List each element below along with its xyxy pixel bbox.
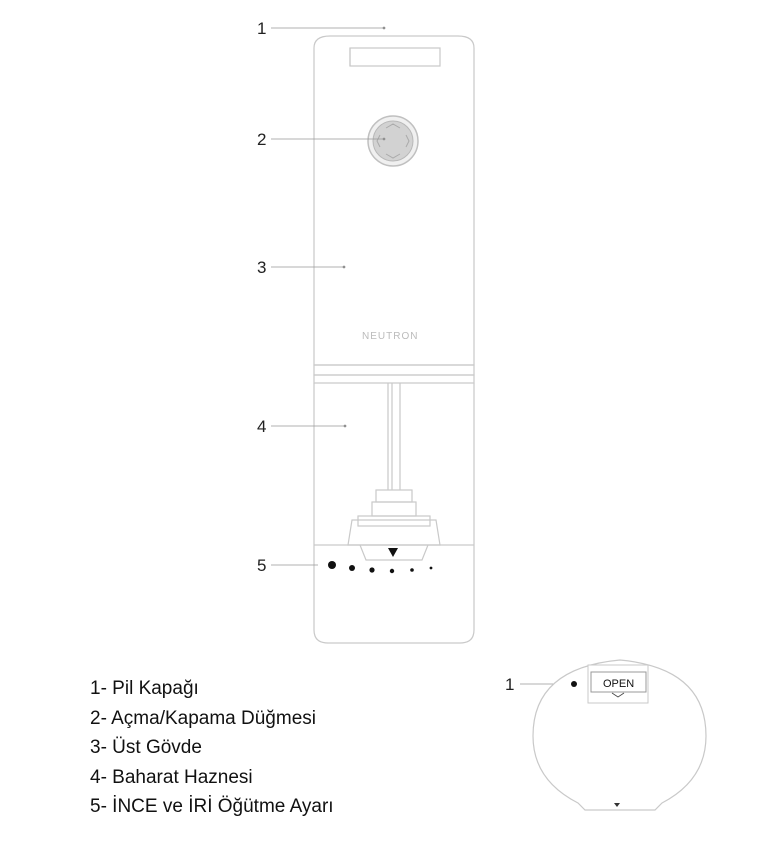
brand-label: NEUTRON [362, 331, 419, 342]
grind-dot [369, 567, 374, 572]
spice-chamber [314, 383, 474, 643]
bottom-dot [571, 681, 577, 687]
power-button [368, 116, 418, 166]
grind-setting-dots [328, 561, 432, 573]
open-label: OPEN [603, 678, 635, 690]
callout-lines [271, 27, 572, 684]
legend-item-grind-setting: 5- İNCE ve İRİ Öğütme Ayarı [90, 796, 334, 817]
legend-item-battery-cover: 1- Pil Kapağı [90, 678, 199, 699]
callout-number-3: 3 [257, 258, 267, 277]
grind-dot [328, 561, 336, 569]
grind-dot [410, 568, 414, 572]
callout-number-bottom: 1 [505, 675, 515, 694]
indicator-arrow [388, 548, 398, 557]
collar-ring [314, 365, 474, 375]
parts-legend [90, 674, 334, 822]
battery-cover [350, 48, 440, 66]
upper-body [314, 36, 474, 365]
grind-dot [349, 565, 355, 571]
callout-number-5: 5 [257, 556, 267, 575]
callout-number-1: 1 [257, 19, 267, 38]
callout-number-4: 4 [257, 417, 267, 436]
legend-item-power-button: 2- Açma/Kapama Düğmesi [90, 707, 316, 729]
callout-number-2: 2 [257, 130, 267, 149]
grind-dot [430, 567, 433, 570]
grind-dot [390, 569, 394, 573]
legend-item-upper-body: 3- Üst Gövde [90, 737, 202, 758]
legend-item-spice-chamber: 4- Baharat Haznesi [90, 766, 253, 788]
